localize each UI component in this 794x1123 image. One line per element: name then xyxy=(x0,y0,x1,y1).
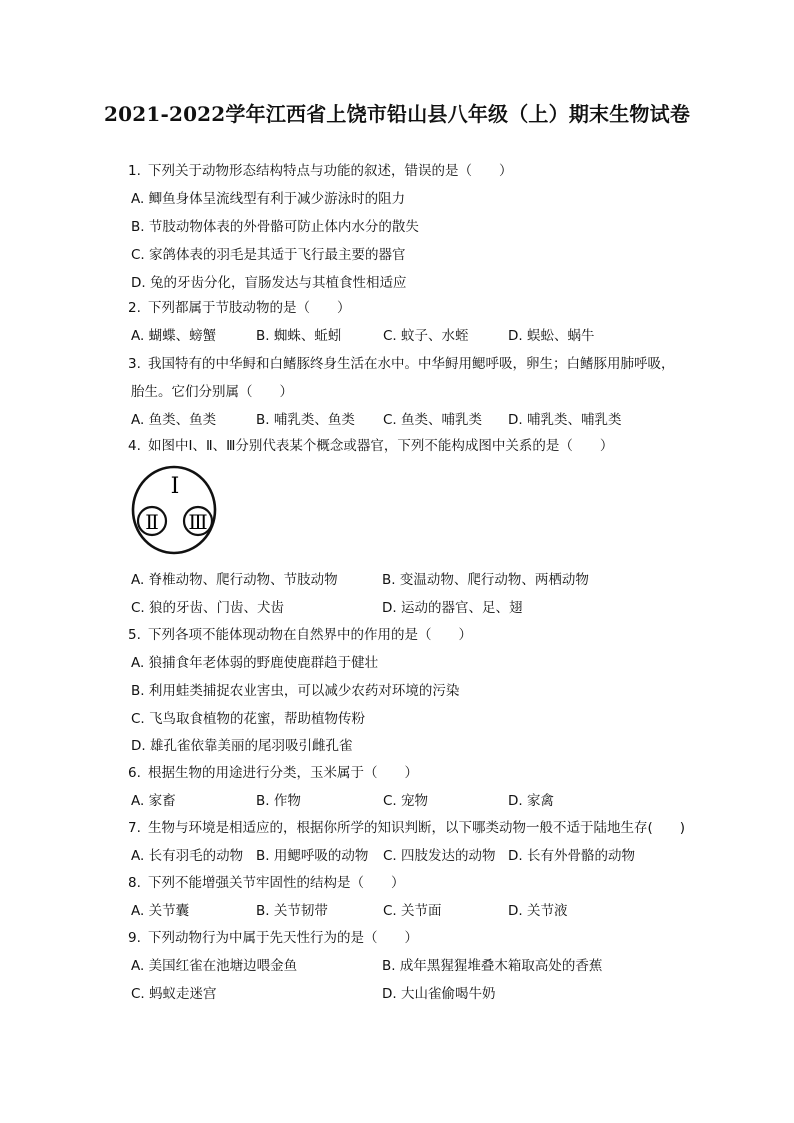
question-6 xyxy=(128,764,418,782)
question-8 xyxy=(128,874,405,892)
option-9a[interactable]: A. 美国红雀在池塘边喂金鱼 xyxy=(131,958,298,974)
question-number: 5. xyxy=(128,627,141,643)
option-6a[interactable]: A. 家畜 xyxy=(131,793,176,809)
option-4c[interactable]: C. 狼的牙齿、门齿、犬齿 xyxy=(131,600,285,616)
question-1 xyxy=(128,162,513,180)
question-number: 4. xyxy=(128,438,141,454)
option-8c[interactable]: C. 关节面 xyxy=(383,903,442,919)
question-2 xyxy=(128,299,351,317)
option-3c[interactable]: C. 鱼类、哺乳类 xyxy=(383,412,483,428)
question-stem: 下列动物行为中属于先天性行为的是（ ） xyxy=(148,930,418,946)
question-stem: 下列各项不能体现动物在自然界中的作用的是（ ） xyxy=(148,627,472,643)
label-i: Ⅰ xyxy=(170,474,180,499)
question-9 xyxy=(128,929,418,947)
option-7a[interactable]: A. 长有羽毛的动物 xyxy=(131,848,244,864)
option-6d[interactable]: D. 家禽 xyxy=(508,793,554,809)
option-4d[interactable]: D. 运动的器官、足、翅 xyxy=(382,600,523,616)
option-5a[interactable]: A. 狼捕食年老体弱的野鹿使鹿群趋于健壮 xyxy=(131,655,379,671)
option-4b[interactable]: B. 变温动物、爬行动物、两栖动物 xyxy=(382,572,589,588)
question-stem: 我国特有的中华鲟和白鳍豚终身生活在水中。中华鲟用鳃呼吸，卵生；白鳍豚用肺呼吸， xyxy=(148,356,675,372)
option-6b[interactable]: B. 作物 xyxy=(256,793,301,809)
option-5b[interactable]: B. 利用蛙类捕捉农业害虫，可以减少农药对环境的污染 xyxy=(131,683,460,699)
option-3d[interactable]: D. 哺乳类、哺乳类 xyxy=(508,412,622,428)
question-number: 2. xyxy=(128,300,141,316)
question-stem: 根据生物的用途进行分类，玉米属于（ ） xyxy=(148,765,418,781)
question-3 xyxy=(128,355,675,373)
question-5 xyxy=(128,626,472,644)
question-stem: 如图中Ⅰ、Ⅱ、Ⅲ分别代表某个概念或器官，下列不能构成图中关系的是（ ） xyxy=(148,438,614,454)
option-8b[interactable]: B. 关节韧带 xyxy=(256,903,328,919)
option-9d[interactable]: D. 大山雀偷喝牛奶 xyxy=(382,986,496,1002)
label-iii: Ⅲ xyxy=(188,510,208,534)
question-stem: 下列关于动物形态结构特点与功能的叙述，错误的是（ ） xyxy=(148,163,513,179)
option-9c[interactable]: C. 蚂蚁走迷宫 xyxy=(131,986,217,1002)
option-7c[interactable]: C. 四肢发达的动物 xyxy=(383,848,496,864)
option-2b[interactable]: B. 蜘蛛、蚯蚓 xyxy=(256,328,342,344)
page-title: 2021-2022学年江西省上饶市铅山县八年级（上）期末生物试卷 xyxy=(103,102,691,126)
option-9b[interactable]: B. 成年黑猩猩堆叠木箱取高处的香蕉 xyxy=(382,958,603,974)
question-number: 7. xyxy=(128,820,141,836)
option-5d[interactable]: D. 雄孔雀依靠美丽的尾羽吸引雌孔雀 xyxy=(131,738,353,754)
question-number: 9. xyxy=(128,930,141,946)
concept-circles-diagram xyxy=(130,460,218,556)
question-number: 6. xyxy=(128,765,141,781)
option-4a[interactable]: A. 脊椎动物、爬行动物、节肢动物 xyxy=(131,572,338,588)
option-2c[interactable]: C. 蚊子、水蛭 xyxy=(383,328,469,344)
option-3a[interactable]: A. 鱼类、鱼类 xyxy=(131,412,217,428)
option-8a[interactable]: A. 关节囊 xyxy=(131,903,190,919)
option-1a[interactable]: A. 鲫鱼身体呈流线型有利于减少游泳时的阻力 xyxy=(131,191,406,207)
option-7d[interactable]: D. 长有外骨骼的动物 xyxy=(508,848,635,864)
question-number: 3. xyxy=(128,356,141,372)
option-8d[interactable]: D. 关节液 xyxy=(508,903,568,919)
question-number: 1. xyxy=(128,163,141,179)
option-5c[interactable]: C. 飞鸟取食植物的花蜜，帮助植物传粉 xyxy=(131,711,366,727)
option-7b[interactable]: B. 用鳃呼吸的动物 xyxy=(256,848,369,864)
option-3b[interactable]: B. 哺乳类、鱼类 xyxy=(256,412,355,428)
question-7 xyxy=(128,819,685,837)
option-2a[interactable]: A. 蝴蝶、螃蟹 xyxy=(131,328,217,344)
question-stem: 生物与环境是相适应的，根据你所学的知识判断，以下哪类动物一般不适于陆地生存( ) xyxy=(148,820,686,836)
label-ii: Ⅱ xyxy=(145,510,159,534)
option-6c[interactable]: C. 宠物 xyxy=(383,793,429,809)
question-stem: 下列不能增强关节牢固性的结构是（ ） xyxy=(148,875,405,891)
question-stem: 下列都属于节肢动物的是（ ） xyxy=(148,300,351,316)
option-1b[interactable]: B. 节肢动物体表的外骨骼可防止体内水分的散失 xyxy=(131,219,419,235)
option-1c[interactable]: C. 家鸽体表的羽毛是其适于飞行最主要的器官 xyxy=(131,247,406,263)
question-3-continued: 胎生。它们分别属（ ） xyxy=(131,384,293,400)
option-1d[interactable]: D. 兔的牙齿分化，盲肠发达与其植食性相适应 xyxy=(131,275,407,291)
question-4 xyxy=(128,437,613,455)
option-2d[interactable]: D. 蜈蚣、蜗牛 xyxy=(508,328,595,344)
question-number: 8. xyxy=(128,875,141,891)
